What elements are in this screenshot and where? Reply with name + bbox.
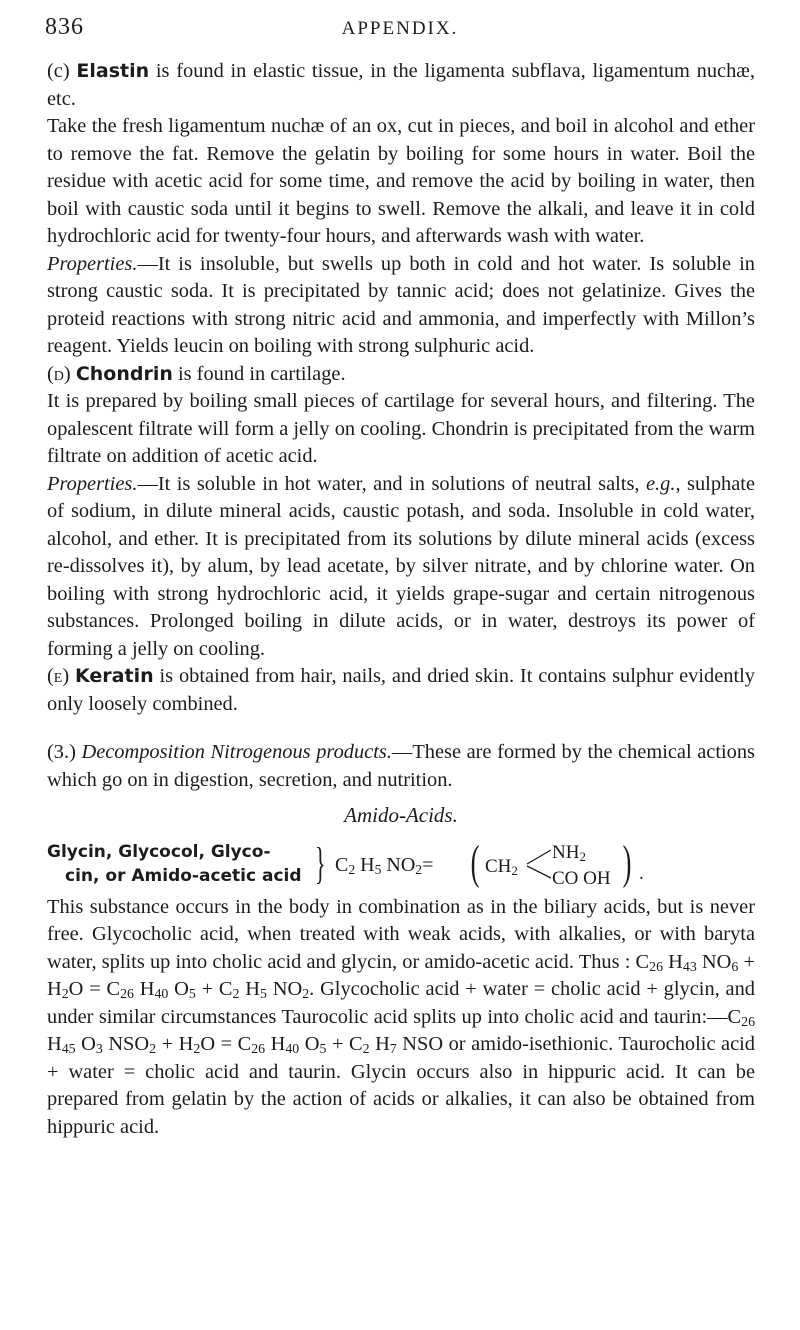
right-paren: ) <box>622 835 632 889</box>
page-body <box>47 58 755 1141</box>
running-title: APPENDIX. <box>341 18 459 39</box>
glycin-structural-formula: ( $CH_2$ $NH_2$ CO OH ) . <box>467 838 667 892</box>
amido-acids-heading: Amido-Acids. <box>344 803 458 827</box>
elastin-heading: Elastin <box>76 60 150 82</box>
elastin-properties: Properties.—It is insoluble, but swells up both in cold and hot water. Is soluble in strong caustic soda. It is precipitated by tannic acid; does not gelatinize. Gives the proteid reactions with strong nitric acid and ammonia, and imperfectly with Millon’s reagent. Yields leucin on boiling with strong sulphuric acid. <box>47 252 755 357</box>
glycocholic-equation: $C_{26}$ $H_{43}$ $NO_6 + H_2O = C_{26}$ $H_{40}$ $O_5 + C_2$ $H_5$ $NO_2$. <box>47 950 755 1003</box>
keratin-heading: Keratin <box>75 665 154 687</box>
elastin-preparation: Take the fresh ligamentum nuchæ of an ox, cut in pieces, and boil in alcohol and ether to remove the fat. Remove the gelatin by boiling for some hours in water. Boil the residue with acetic acid for some time, and remove the acid by boiling in water, then boil with caustic soda until it begins to swell. Remove the alkali, and leave it in cold hydrochloric acid for twenty-four hours, and afterwards wash with water. <box>47 115 755 247</box>
decomposition-title: Decomposition Nitrogenous products. <box>81 741 392 763</box>
page-number: 836 <box>45 14 84 40</box>
glycin-formula-entry <box>47 835 755 894</box>
keratin-paragraph: (e) Keratin is obtained from hair, nails, and dried skin. It contains sulphur evidently only loosely combined. <box>47 665 755 715</box>
decomposition-paragraph: (3.) Decomposition Nitrogenous products.—These are formed by the chemical actions which go on in digestion, secretion, and nutrition. <box>47 741 755 791</box>
right-brace: } <box>315 838 326 888</box>
glycin-name-line2: cin, or Amido-acetic acid <box>65 865 302 886</box>
page-header <box>45 12 755 52</box>
chondrin-preparation: It is prepared by boiling small pieces of cartilage for several hours, and filtering. The opalescent filtrate will form a jelly on cooling. Chondrin is precipitated from the warm filtrate on addition of acetic acid. <box>47 390 755 467</box>
bond-lines <box>525 838 555 892</box>
glycin-formula: $C_2$ $H_5$ $NO_2=$ <box>335 853 434 877</box>
chondrin-properties: Properties.—It is soluble in hot water, and in solutions of neutral salts, e.g., sulphate of sodium, in dilute mineral acids, caustic potash, and soda. Insoluble in cold water, alcohol, and ether. It is precipitated from its solutions by dilute mineral acids (excess re-dissolves it), by alum, by lead acetate, by silver nitrate, and by chlorine water. On boiling with strong hydrochloric acid, it yields grape-sugar and certain nitrogenous substances. Prolonged boiling in dilute acids, or in water, destroys its power of forming a jelly on cooling. <box>47 472 755 660</box>
left-paren: ( <box>470 835 480 889</box>
elastin-intro: (c) Elastin is found in elastic tissue, in the ligamenta subflava, ligamentum nuchæ, etc. <box>47 60 755 110</box>
chondrin-intro: (d) Chondrin is found in cartilage. <box>47 362 346 385</box>
glycin-description: This substance occurs in the body in combination as in the biliary acids, but is never free. Glycocholic acid, when treated with weak acids, with alkalies, or with baryta water, splits up into cholic acid and glycin, or amido-acetic acid. Thus : $C_{26}$ $H_{43}$ $NO_6 + H_2O = C_{26}$ $H_{40}$ $O_5 + C_2$ $H_5$ $NO_2$. Glycocholic acid + water = cholic acid + glycin, and under similar circumstances Taurocolic acid splits up into cholic acid and $taurin:—C_{26}$ $H_{45}$ $O_3$ $NSO_2 + H_2O = C_{26}$ $H_{40}$ $O_5 + C_2$ $H_7$ NSO or amido-isethionic. Taurocholic acid + water = cholic acid and taurin. Glycin occurs also in hippuric acid. It can be prepared from gelatin by the action of acids or alkalies, it can also be obtained from hippuric acid. <box>47 895 756 1138</box>
taurocholic-equation: $C_{26}$ $H_{45}$ $O_3$ $NSO_2 + H_2O = C_{26}$ $H_{40}$ $O_5 + C_2$ $H_7$ NSO <box>47 1005 755 1058</box>
chondrin-heading: Chondrin <box>75 362 173 385</box>
glycin-name-line1: Glycin, Glycocol, Glyco- <box>47 841 271 862</box>
